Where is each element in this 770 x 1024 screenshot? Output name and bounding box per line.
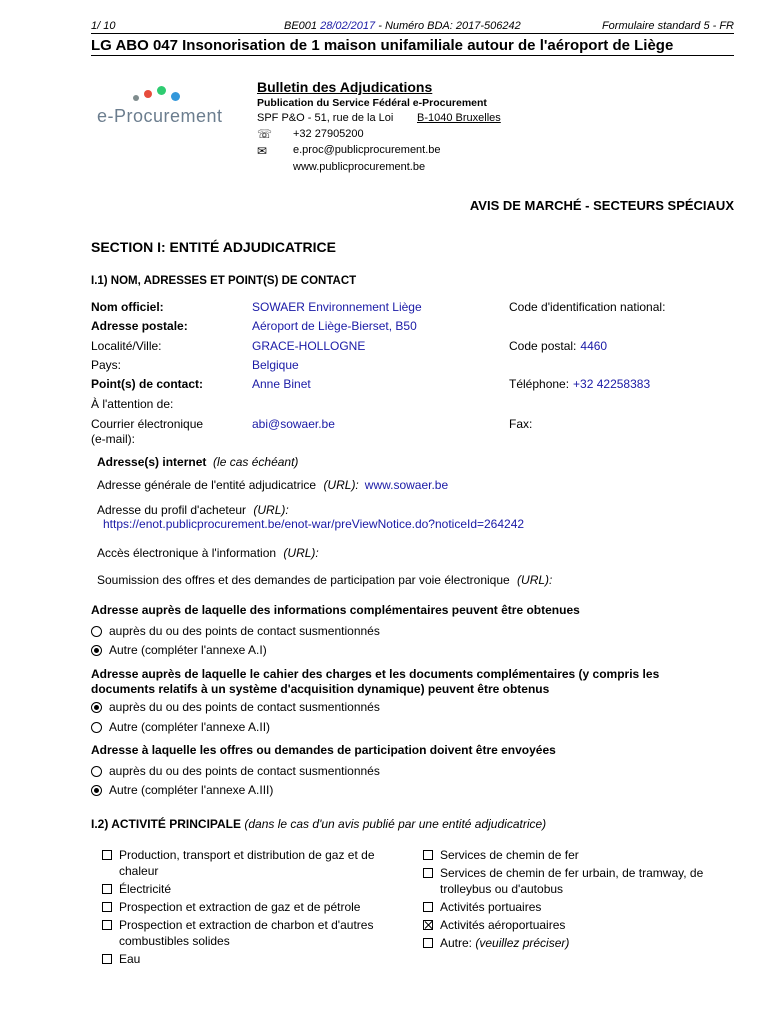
profil-address-line [97, 503, 289, 517]
docs-option-other[interactable] [91, 720, 270, 734]
adresse-value: Aéroport de Liège-Bierset, B50 [252, 319, 417, 333]
adresse-label: Adresse postale: [91, 319, 188, 333]
nom-value: SOWAER Environnement Liège [252, 300, 422, 314]
bulletin-phone: +32 27905200 [293, 128, 364, 140]
option-label: auprès du ou des points de contact susmentionnés [109, 700, 380, 714]
checkbox-unchecked-icon[interactable] [423, 850, 433, 860]
reference-date[interactable]: 28/02/2017 [320, 20, 376, 32]
code-id-label: Code d'identification national: [509, 300, 666, 314]
info-option-contact[interactable] [91, 624, 380, 638]
contact-label: Point(s) de contact: [91, 377, 204, 391]
activity-heading [91, 817, 546, 831]
url-tag: (URL): [253, 503, 289, 517]
fax-label: Fax: [509, 417, 533, 431]
radio-checked-icon[interactable] [91, 702, 102, 713]
option-label: Autre (compléter l'annexe A.II) [109, 720, 271, 734]
general-url-link[interactable]: www.sowaer.be [364, 478, 449, 492]
divider [91, 33, 734, 34]
telephone-value: +32 42258383 [573, 377, 651, 391]
activity-label: Autre: [440, 936, 473, 950]
activity-gaz-petrole[interactable] [102, 899, 402, 915]
bulletin-website[interactable]: www.publicprocurement.be [293, 161, 426, 173]
info-option-other[interactable] [91, 643, 267, 657]
section-title: SECTION I: ENTITÉ ADJUDICATRICE [91, 239, 337, 255]
radio-unchecked-icon[interactable] [91, 626, 102, 637]
activity-transport-urbain[interactable] [423, 865, 733, 897]
general-address-line [97, 478, 448, 492]
courrier-value[interactable]: abi@sowaer.be [252, 417, 335, 431]
telephone-icon: ☏ [257, 127, 273, 141]
docs-question: Adresse auprès de laquelle le cahier des charges et les documents complémentaires (y compris les [91, 667, 660, 681]
activity-electricite[interactable] [102, 881, 402, 897]
activity-chemin-de-fer[interactable] [423, 847, 733, 863]
bulletin-email[interactable]: e.proc@publicprocurement.be [293, 144, 441, 156]
activity-label: Prospection et extraction de charbon et d'autres combustibles solides [119, 918, 374, 948]
docs-option-contact[interactable] [91, 700, 380, 714]
offers-option-contact[interactable] [91, 764, 380, 778]
divider [91, 55, 734, 56]
courrier-label-2: (e-mail): [91, 432, 135, 446]
document-title: LG ABO 047 Insonorisation de 1 maison unifamiliale autour de l'aéroport de Liège [91, 37, 674, 54]
checkbox-unchecked-icon[interactable] [102, 884, 112, 894]
localite-label: Localité/Ville: [91, 339, 162, 353]
radio-checked-icon[interactable] [91, 645, 102, 656]
code-postal-value: 4460 [580, 339, 608, 353]
address-street: SPF P&O - 51, rue de la Loi [257, 112, 394, 124]
url-tag: (URL): [283, 546, 319, 560]
internet-heading [97, 455, 298, 469]
activity-autre[interactable] [423, 935, 733, 951]
checkbox-unchecked-icon[interactable] [102, 954, 112, 964]
activity-aeroportuaires[interactable] [423, 917, 733, 933]
bulletin-publisher: Publication du Service Fédéral e-Procurement [257, 97, 487, 109]
courrier-label: Courrier électronique [91, 417, 204, 431]
option-label: Autre (compléter l'annexe A.III) [109, 783, 274, 797]
radio-checked-icon[interactable] [91, 785, 102, 796]
activity-label: Activités portuaires [440, 900, 542, 914]
bulletin-address [257, 112, 501, 124]
reference [284, 20, 521, 32]
activity-title: I.2) ACTIVITÉ PRINCIPALE [91, 817, 242, 831]
reference-suffix: - Numéro BDA: 2017-506242 [378, 20, 521, 32]
activity-label: Activités aéroportuaires [440, 918, 566, 932]
activity-label: Production, transport et distribution de gaz et de chaleur [119, 848, 375, 878]
offers-option-other[interactable] [91, 783, 273, 797]
pays-value: Belgique [252, 358, 299, 372]
activity-column-1 [102, 847, 402, 967]
pays-label: Pays: [91, 358, 122, 372]
internet-note: (le cas échéant) [213, 455, 299, 469]
radio-unchecked-icon[interactable] [91, 766, 102, 777]
bulletin-title: Bulletin des Adjudications [257, 79, 433, 95]
logo-dot [144, 90, 152, 98]
checkbox-unchecked-icon[interactable] [102, 850, 112, 860]
activity-gaz-chaleur[interactable] [102, 847, 402, 879]
activity-autre-note: (veuillez préciser) [475, 936, 570, 950]
activity-portuaires[interactable] [423, 899, 733, 915]
code-postal-label: Code postal: [509, 339, 577, 353]
offers-question: Adresse à laquelle les offres ou demandes de participation doivent être envoyées [91, 743, 556, 757]
activity-note: (dans le cas d'un avis publié par une entité adjudicatrice) [244, 817, 547, 831]
checkbox-unchecked-icon[interactable] [102, 902, 112, 912]
contact-value: Anne Binet [252, 377, 311, 391]
logo-text: e-Procurement [97, 106, 223, 126]
radio-unchecked-icon[interactable] [91, 722, 102, 733]
option-label: Autre (compléter l'annexe A.I) [109, 643, 267, 657]
acces-label: Accès électronique à l'information [97, 546, 277, 560]
activity-column-2 [423, 847, 733, 951]
subsection-title: I.1) NOM, ADRESSES ET POINT(S) DE CONTACT [91, 275, 357, 287]
profil-url-link[interactable]: https://enot.publicprocurement.be/enot-war/preViewNotice.do?noticeId=264242 [103, 517, 525, 531]
page-number: 1/ 10 [91, 20, 116, 32]
eprocurement-logo [97, 86, 221, 130]
info-question: Adresse auprès de laquelle des informations complémentaires peuvent être obtenues [91, 603, 580, 617]
checkbox-unchecked-icon[interactable] [423, 938, 433, 948]
localite-value: GRACE-HOLLOGNE [252, 339, 366, 353]
envelope-icon: ✉ [257, 144, 268, 158]
soumission-line [97, 573, 552, 587]
checkbox-unchecked-icon[interactable] [423, 902, 433, 912]
telephone [509, 377, 650, 391]
activity-label: Prospection et extraction de gaz et de pétrole [119, 900, 361, 914]
logo-dot [171, 92, 180, 101]
nom-label: Nom officiel: [91, 300, 164, 314]
activity-charbon[interactable] [102, 917, 402, 949]
activity-label: Électricité [119, 882, 172, 896]
url-tag: (URL): [517, 573, 553, 587]
code-postal [509, 339, 607, 353]
reference-prefix: BE001 [284, 20, 318, 32]
activity-eau[interactable] [102, 951, 402, 967]
general-label: Adresse générale de l'entité adjudicatrice [97, 478, 317, 492]
checkbox-checked-icon[interactable] [423, 920, 433, 930]
soumission-label: Soumission des offres et des demandes de participation par voie électronique [97, 573, 510, 587]
logo-dot [133, 95, 139, 101]
internet-title: Adresse(s) internet [97, 455, 207, 469]
notice-type: AVIS DE MARCHÉ - SECTEURS SPÉCIAUX [469, 198, 734, 213]
telephone-label: Téléphone: [509, 377, 570, 391]
acces-line [97, 546, 319, 560]
checkbox-unchecked-icon[interactable] [423, 868, 433, 878]
option-label: auprès du ou des points de contact susmentionnés [109, 764, 380, 778]
activity-label: Eau [119, 952, 141, 966]
activity-label: Services de chemin de fer urbain, de tramway, de trolleybus ou d'autobus [440, 866, 704, 896]
attention-label: À l'attention de: [91, 397, 174, 411]
activity-label: Services de chemin de fer [440, 848, 579, 862]
checkbox-unchecked-icon[interactable] [102, 920, 112, 930]
profil-label: Adresse du profil d'acheteur [97, 503, 247, 517]
address-city: B-1040 Bruxelles [417, 112, 501, 124]
logo-dot [157, 86, 166, 95]
url-tag: (URL): [323, 478, 359, 492]
docs-question-2: documents relatifs à un système d'acquisition dynamique) peuvent être obtenus [91, 682, 550, 696]
option-label: auprès du ou des points de contact susmentionnés [109, 624, 380, 638]
form-name: Formulaire standard 5 - FR [601, 20, 734, 32]
